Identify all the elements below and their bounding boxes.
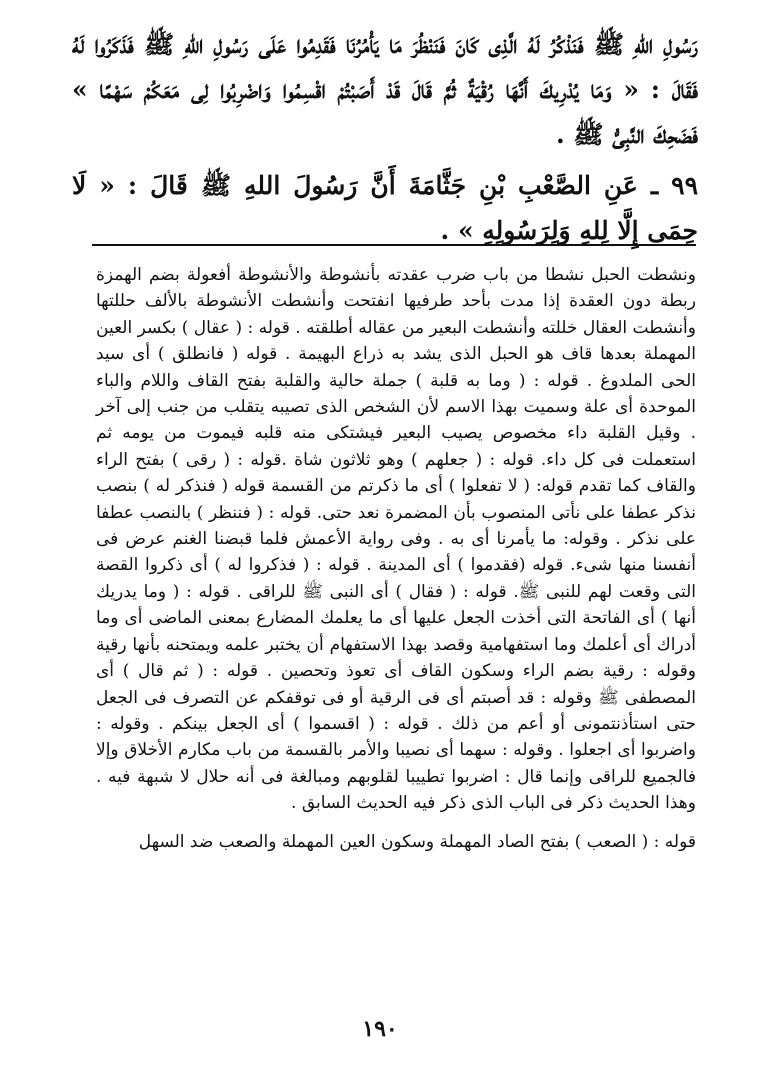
hadith-paragraph-99: ٩٩ ـ عَنِ الصَّعْبِ بْنِ جَثَّامَةَ أَنَّ رَسُولَ اللهِ ﷺ قَالَ : « لَا حِمَى إِلَّا لِلهِ وَلِرَسُولِهِ » . xyxy=(72,171,698,245)
page-number: ١٩٠ xyxy=(362,1016,398,1042)
hadith-text-block xyxy=(72,22,698,253)
commentary-text-block xyxy=(96,262,696,855)
commentary-paragraph-next: قوله : ( الصعب ) بفتح الصاد المهملة وسكون العين المهملة والصعب ضد السهل xyxy=(138,831,696,852)
commentary-paragraph: ونشطت الحبل نشطا من باب ضرب عقدته بأنشوطة والأنشوطة أفعولة بضم الهمزة ربطة دون العقدة إذا مدت بأحد طرفيها انفتحت وأنشطت الأنشوطة بالألف حللتها وأنشطت العقال خللته وأنشطت البعير من عقاله أطلقته . قوله : ( عقال ) بكسر العين المهملة بعدها قاف هو الحبل الذى يشد به ذراع البهيمة . قوله ( فانطلق ) أى سيد الحى الملدوغ . قوله : ( وما به قلبة ) جملة حالية والقلبة بفتح القاف واللام والباء الموحدة أى علة وسميت بهذا الاسم لأن الشخص الذى تصيبه يتقلب من جنب إلى آخر . وقيل القلبة داء مخصوص يصيب البعير فيشتكى منه قلبه فيموت من يومه ثم استعملت فى كل داء. قوله : ( جعلهم ) وهو ثلاثون شاة .قوله : ( رقى ) بفتح الراء والقاف كما تقدم قوله: ( لا تفعلوا ) أى ما ذكرتم من القسمة قوله ( فنذكر له ) بنصب نذكر عطفا على نأتى المنصوب بأن المضمرة نعد حتى. قوله : ( فننظر ) بالنصب عطفا على نذكر . وقوله: ما يأمرنا أى به . وفى رواية الأعمش فلما قبضنا الغنم عرض فى أنفسنا منها شىء. قوله (فقدموا ) أى المدينة . قوله : ( فذكروا له ) أى ذكروا القصة التى وقعت لهم للنبى ﷺ. قوله : ( فقال ) أى النبى ﷺ للراقى . قوله : ( وما يدريك أنها ) أى الفاتحة التى أخذت الجعل عليها أى ما يعلمك المضارع بمعنى الماضى أى وما أدراك أى أعلمك وما استفهامية وقصد بهذا الاستفهام أن يختبر علمه ويمتحنه بأنها رقية وقوله : رقية بضم الراء وسكون القاف أى تعوذ وتحصين . قوله : ( ثم قال ) أى المصطفى ﷺ وقوله : قد أصبتم أى فى الرقية أو فى توقفكم عن التصرف فى الجعل حتى استأذنتمونى أو أعم من ذلك . قوله : ( اقسموا ) أى الجعل بينكم . وقوله : واضربوا أى اجعلوا . وقوله : سهما أى نصيبا والأمر بالقسمة من باب مكارم الأخلاق وإلا فالجميع للراقى وإنما قال : اضربوا تطييبا لقلوبهم ومبالغة فى أنه حلال لا شبهة فيه . وهذا الحديث ذكر فى الباب الذى ذكر فيه الحديث السابق . xyxy=(96,265,696,814)
hadith-paragraph: رَسُولِ اللهِ ﷺ فَنَذْكُرُ لَهُ الَّذِى كَانَ فَنَنْظُرَ مَا يَأْمُرُنَا فَقَدِمُوا عَلَى رَسُولِ اللهِ ﷺ فَذَكَرُوا لَهُ فَقَالَ : « وَمَا يُدْرِيكَ أَنَّهَا رُقْيَةٌ ثُمَّ قَالَ قَدْ أَصَبْتُمْ اقْسِمُوا وَاضْرِبُوا لِى مَعَكُمْ سَهْمًا » فَضَحِكَ النَّبِىُّ ﷺ . xyxy=(72,30,698,149)
section-divider xyxy=(92,244,696,246)
